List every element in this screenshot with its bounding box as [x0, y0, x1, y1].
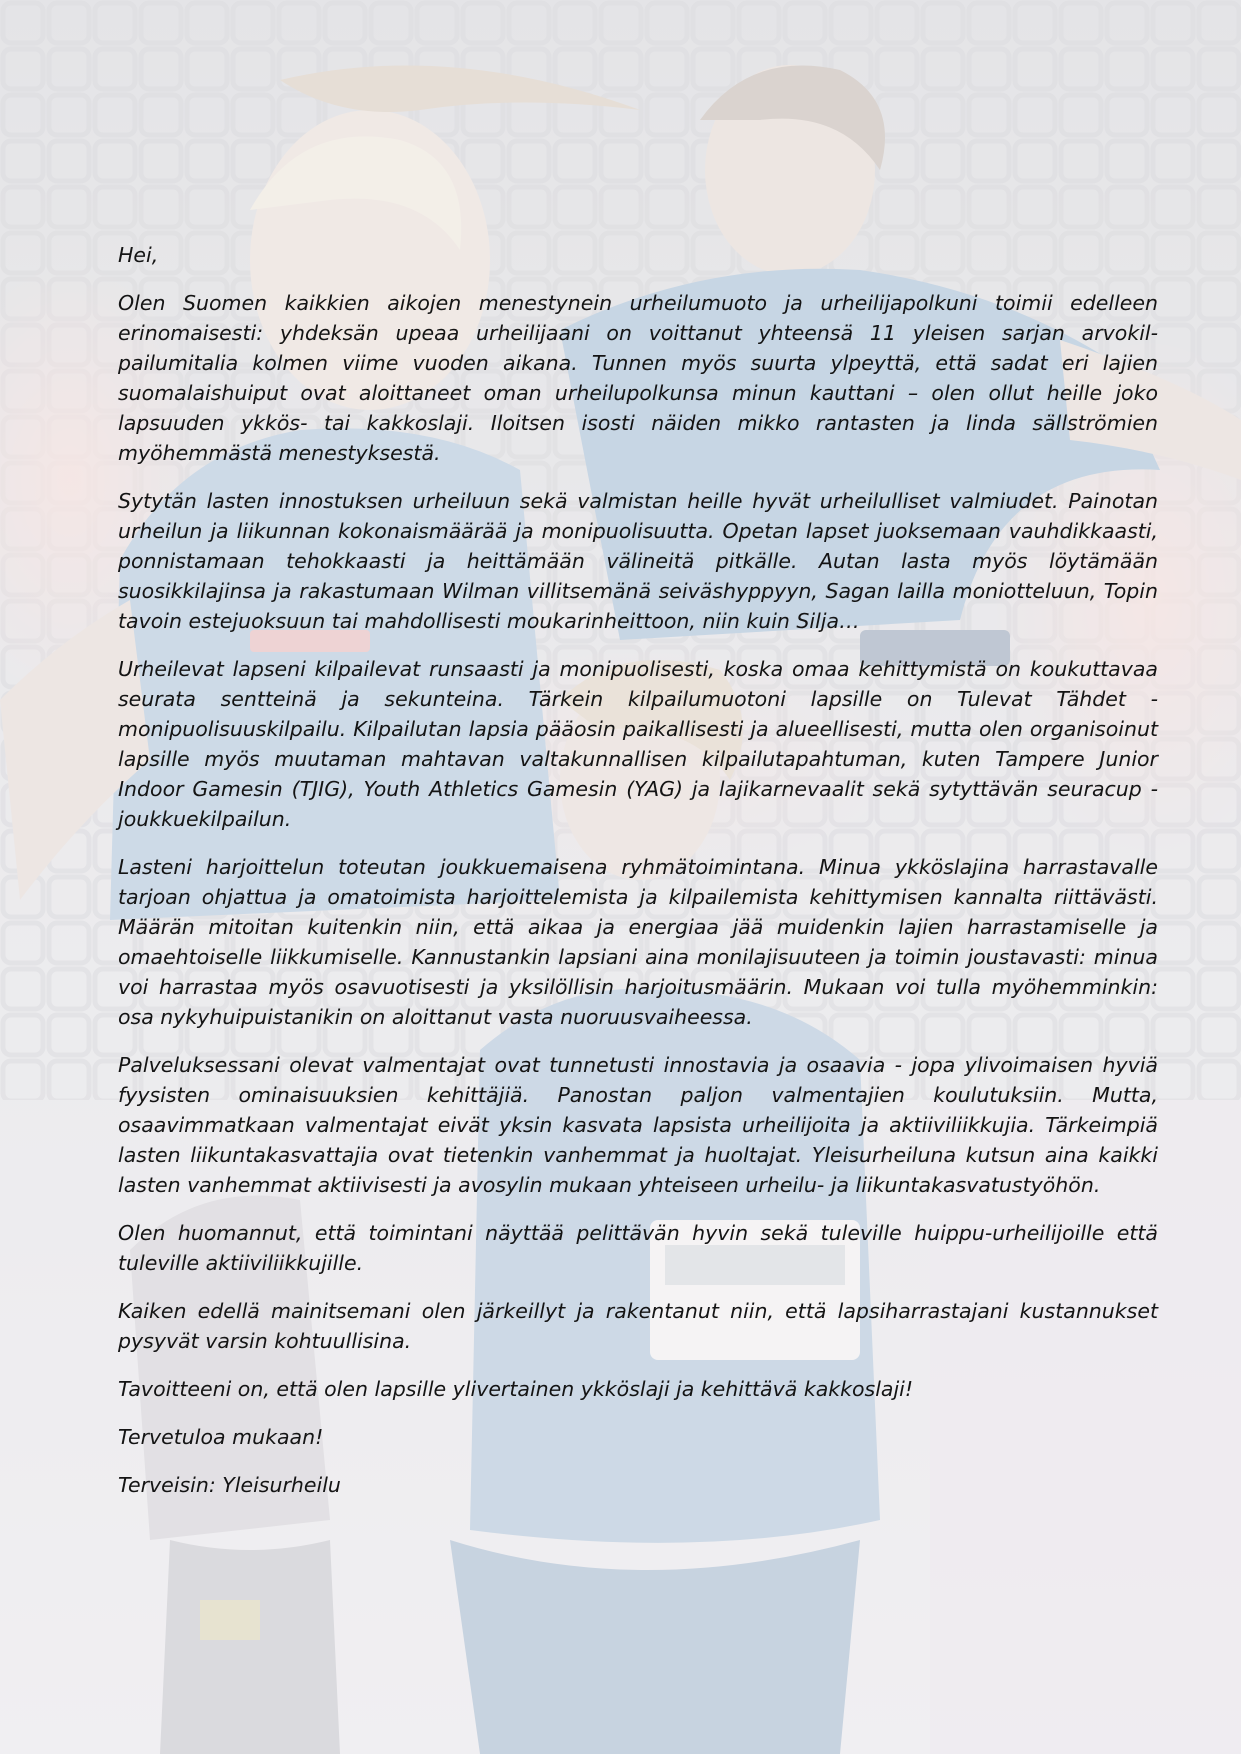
letter-body — [118, 240, 1158, 1518]
letter-greeting: Hei, — [118, 243, 159, 267]
letter-paragraph-4: Lasteni harjoittelun toteutan joukkuemaisena ryhmätoimintana. Minua ykköslajina harrastavalle tarjoan ohjattua ja omatoimista harjoittelemista ja kilpailemista kehittymisen kannalta riittävästi. Määrän mitoitan kuitenkin niin, että aikaa ja energiaa jää muidenkin lajien harrastamiselle ja omaehtoiselle liikkumiselle. Kannustankin lapsiani aina monilajisuuteen ja toimin joustavasti: minua voi harrastaa myös osavuotisesti ja yksilöllisin harjoitusmäärin. Mukaan voi tulla myöhemminkin: osa nykyhuipuistanikin on aloittanut vasta nuoruusvaiheessa. — [118, 855, 1158, 1029]
letter-paragraph-3: Urheilevat lapseni kilpailevat runsaasti ja monipuolisesti, koska omaa kehittymistä on koukuttavaa seurata sentteinä ja sekunteina. Tärkein kilpailumuotoni lapsille on Tulevat Tähdet -monipuolisuuskilpailu. Kilpailutan lapsia pääosin paikallisesti ja alueellisesti, mutta olen organisoinut lapsille myös muutaman mahtavan valtakunnallisen kilpailutapahtuman, kuten Tampere Junior Indoor Gamesin (TJIG), Youth Athletics Gamesin (YAG) ja lajikarnevaalit sekä sytyttävän seuracup -joukkuekilpailun. — [118, 657, 1158, 831]
letter-paragraph-2: Sytytän lasten innostuksen urheiluun sekä valmistan heille hyvät urheilulliset valmiudet. Painotan urheilun ja liikunnan kokonaismäärää ja monipuolisuutta. Opetan lapset juoksemaan vauhdikkaasti, ponnistamaan tehokkaasti ja heittämään välineitä pitkälle. Autan lasta myös löytämään suosikkilajinsa ja rakastumaan Wilman villitsemänä seiväshyppyyn, Sagan lailla moniotteluun, Topin tavoin estejuoksuun tai mahdollisesti moukarinheittoon, niin kuin Silja… — [118, 489, 1158, 633]
letter-paragraph-5: Palveluksessani olevat valmentajat ovat tunnetusti innostavia ja osaavia - jopa ylivoimaisen hyviä fyysisten ominaisuuksien kehittäjiä. Panostan paljon valmentajien koulutuksiin. Mutta, osaavimmatkaan valmentajat eivät yksin kasvata lapsista urheilijoita ja aktiiviliikkujia. Tärkeimpiä lasten liikuntakasvattajia ovat tietenkin vanhemmat ja huoltajat. Yleisurheiluna kutsun aina kaikki lasten vanhemmat aktiivisesti ja avosylin mukaan yhteiseen urheilu- ja liikuntakasvatustyöhön. — [118, 1053, 1158, 1197]
letter-paragraph-1: Olen Suomen kaikkien aikojen menestynein urheilumuoto ja urheilijapolkuni toimii edelleen erinomaisesti: yhdeksän upeaa urheilijaani on voittanut yhteensä 11 yleisen sarjan arvokilpailumitalia kolmen viime vuoden aikana. Tunnen myös suurta ylpeyttä, että sadat eri lajien suomalaishuiput ovat aloittaneet oman urheilupolkunsa minun kauttani – olen ollut heille joko lapsuuden ykkös- tai kakkoslaji. Iloitsen isosti näiden mikko rantasten ja linda sällströmien myöhemmästä menestyksestä. — [118, 291, 1158, 465]
letter-paragraph-6: Olen huomannut, että toimintani näyttää pelittävän hyvin sekä tuleville huippu-urheilijoille että tuleville aktiiviliikkujille. — [118, 1221, 1158, 1275]
letter-paragraph-7: Kaiken edellä mainitsemani olen järkeillyt ja rakentanut niin, että lapsiharrastajani kustannukset pysyvät varsin kohtuullisina. — [118, 1299, 1158, 1353]
letter-paragraph-8: Tavoitteeni on, että olen lapsille ylivertainen ykköslaji ja kehittävä kakkoslaji! — [118, 1377, 914, 1401]
letter-signature: Terveisin: Yleisurheilu — [118, 1473, 341, 1497]
letter-welcome: Tervetuloa mukaan! — [118, 1425, 324, 1449]
